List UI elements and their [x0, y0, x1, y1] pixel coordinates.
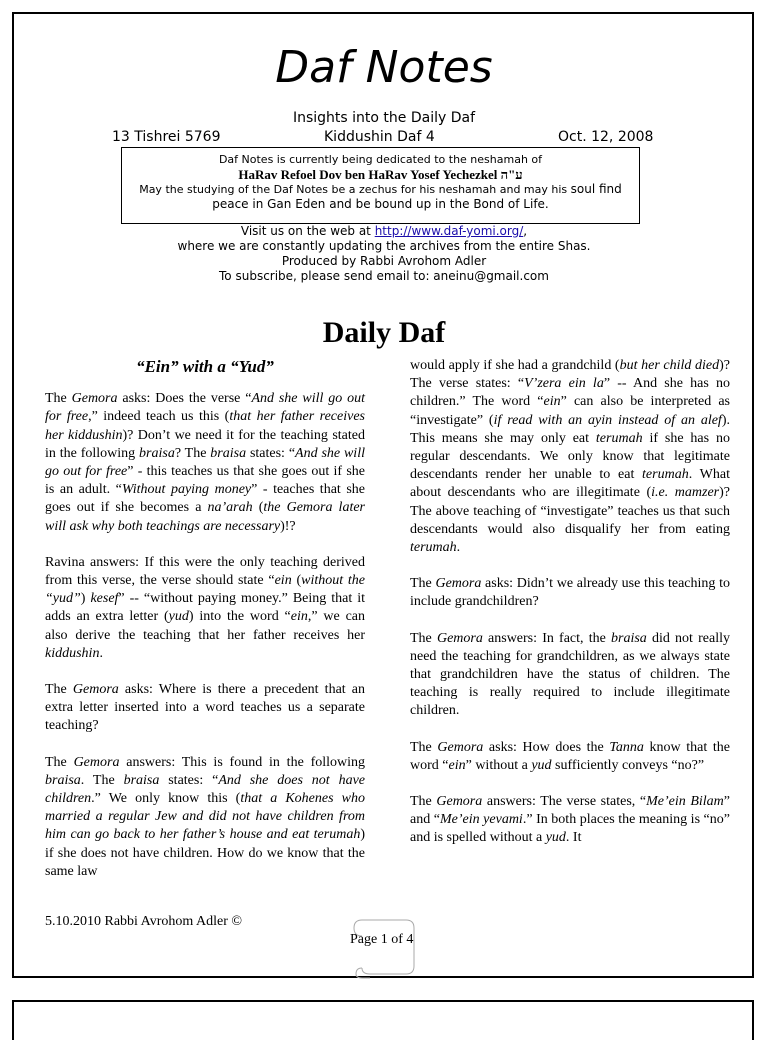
paragraph: The Gemora asks: How does the Tanna know that the word “ein” without a yud sufficiently conveys “no?” [410, 739, 730, 773]
left-column [45, 358, 365, 899]
newsletter-subtitle: Insights into the Daily Daf [292, 110, 476, 126]
footer-credit: 5.10.2010 Rabbi Avrohom Adler © [45, 914, 243, 929]
website-link[interactable]: http://www.daf-yomi.org/ [374, 224, 524, 238]
archives-line: where we are constantly updating the archives from the entire Shas. [177, 239, 591, 253]
paragraph: The Gemora answers: The verse states, “Me’ein Bilam” and “Me’ein yevami.” In both places the meaning is “no” and is spelled without a yud. It [410, 794, 731, 846]
subscribe-line: To subscribe, please send email to: aneinu@gmail.com [219, 269, 549, 283]
newsletter-title: Daf Notes [275, 42, 493, 93]
paragraph: The Gemora asks: Does the verse “And she will go out for free,” indeed teach us this (that her father receives her kiddushin)? Don’t we need it for the teaching stated in the following braisa? The braisa states: “And she will go out for free” - this teaches us that she goes out if she is an adult. “Without paying money” - teaches that she goes out if she becomes a na’arah (the Gemora later will ask why both teachings are necessary)!? [45, 391, 365, 534]
dedication-line3: May the studying of the Daf Notes be a zechus for his neshamah and may his soul find [139, 182, 622, 196]
section-title: Daily Daf [322, 316, 446, 349]
paragraph: would apply if she had a grandchild (but her child died)? The verse states: “V’zera ein la” -- And she has no children.” The word “ein” can also be interpreted as “investigate” (if read with an ayin instead of an alef). This means she may only eat terumah if she has no regular descendants. We only know that legitimate descendants render her unable to eat terumah. What about descendants who are illegitimate (i.e. mamzer)? The above teaching of “investigate” teaches us that such descendants would also disqualify her from eating terumah. [410, 358, 731, 556]
paragraph: The Gemora answers: This is found in the following braisa. The braisa states: “And she does not have children.” We only know this (that a Kohenes who married a regular Jew and did not have children from him can go back to her father’s house and eat terumah) if she does not have children. How do we know that the same law [45, 754, 366, 879]
hebrew-date: 13 Tishrei 5769 [112, 129, 221, 145]
producer-line: Produced by Rabbi Avrohom Adler [281, 254, 487, 268]
next-page-border [12, 1000, 754, 1040]
english-date: Oct. 12, 2008 [558, 129, 654, 145]
paragraph: Ravina answers: If this were the only teaching derived from this verse, the verse should state “ein (without the “yud”) kesef” -- “without paying money.” Being that it adds an extra letter (yud) into the word “ein,” we can also derive the teaching that her father receives her kiddushin. [45, 554, 366, 661]
paragraph: The Gemora asks: Where is there a precedent that an extra letter inserted into a word teaches us a separate teaching? [45, 682, 366, 734]
dedication-line1: Daf Notes is currently being dedicated to the neshamah of [218, 153, 543, 166]
paragraph: The Gemora asks: Didn’t we already use this teaching to include grandchildren? [410, 576, 730, 610]
dedication-box [121, 147, 640, 224]
right-column [410, 357, 730, 866]
daf-reference: Kiddushin Daf 4 [324, 129, 435, 145]
paragraph: The Gemora answers: In fact, the braisa did not really need the teaching for grandchildren, as we always state that grandchildren have the status of children. The teaching is really required to include illegitimate children. [410, 630, 730, 719]
website-line: Visit us on the web at http://www.daf-yomi.org/, [240, 224, 528, 238]
dedication-name: HaRav Refoel Dov ben HaRav Yosef Yechezkel ע"ה [238, 167, 523, 182]
page-number: Page 1 of 4 [350, 932, 414, 947]
dedication-line4: peace in Gan Eden and be bound up in the Bond of Life. [212, 197, 549, 211]
scroll-icon [348, 918, 420, 980]
column-heading: “Ein” with a “Yud” [136, 357, 274, 376]
publication-info [0, 224, 768, 284]
